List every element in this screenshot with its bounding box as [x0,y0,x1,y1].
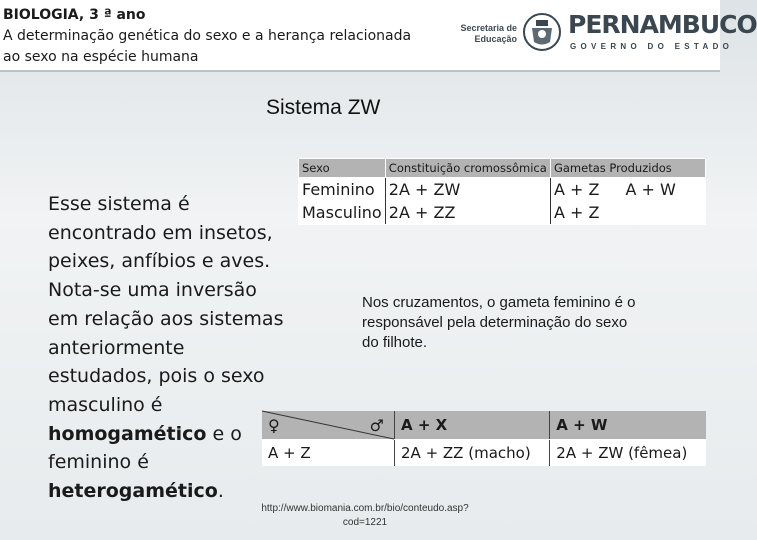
homogametic-term: homogamético [48,422,207,445]
heterogametic-term: heterogamético [48,480,218,503]
cromossomos-male: 2A + ZZ [388,203,456,222]
cell-sexo [299,178,386,225]
source-link[interactable]: http://www.biomania.com.br/bio/conteudo.asp?cod=1221 [261,503,469,528]
crossing-note: Nos cruzamentos, o gameta feminino é o responsável pela determinação do sexo do filhote. [362,294,636,351]
body-fragment: e o [206,422,242,445]
body-line: em relação aos sistemas [48,307,284,330]
secretaria-line-2: Educação [474,34,517,44]
governo-label: GOVERNO DO ESTADO [570,42,734,51]
cell-gametas [550,178,705,225]
table-row [299,178,706,225]
body-line: anteriormente [48,336,185,359]
col-header-sexo: Sexo [299,159,386,178]
secretaria-label [455,23,517,45]
sexo-male: Masculino [302,203,382,222]
cross-corner-cell [262,411,395,440]
body-line: peixes, anfíbios e aves. [48,250,271,273]
col-header-gamete-2: A + W [550,411,706,440]
col-header-gamete-1: A + X [395,411,550,440]
slide-header [0,0,757,72]
col-header-gametas: Gametas Produzidos [550,159,705,178]
state-crest-icon [522,12,562,52]
body-line: feminino é [48,451,149,474]
gamete-value: A + W [625,180,676,199]
secretaria-line-1: Secretaria de [460,23,517,33]
gamete-value: A + Z [553,180,600,199]
body-line: masculino é [48,393,163,416]
header-title-block [3,5,443,68]
cross-header-row [262,411,706,440]
gametas-female [554,178,702,201]
male-symbol-icon: ♂ [369,416,384,435]
cross-table [262,411,706,466]
table-row [262,440,706,467]
sexo-female: Feminino [302,180,375,199]
row-header-gamete: A + Z [262,440,395,467]
table-header-row [299,159,706,178]
slide-title: Sistema ZW [266,96,381,119]
body-line: estudados, pois o sexo [48,365,265,388]
offspring-male: 2A + ZZ (macho) [395,440,550,467]
subject-grade: BIOLOGIA, 3 ª ano [3,7,146,23]
cromossomos-female: 2A + ZW [388,180,461,199]
topic-line-1: A determinação genética do sexo e a herança relacionada [3,28,412,44]
body-line: encontrado em insetos, [48,221,273,244]
female-symbol-icon: ♀ [268,416,280,435]
gametas-male [554,201,702,224]
topic-line-2: ao sexo na espécie humana [3,49,199,65]
chromosome-table [298,158,706,225]
body-line: Nota-se uma inversão [48,279,257,302]
body-line: Esse sistema é [48,193,190,215]
offspring-female: 2A + ZW (fêmea) [550,440,706,467]
col-header-constituicao: Constituição cromossômica [385,159,550,178]
cell-constituicao [385,178,550,225]
body-fragment: . [217,480,224,503]
pernambuco-logo: PERNAMBUCO [568,10,757,39]
gamete-value: A + Z [553,203,600,222]
